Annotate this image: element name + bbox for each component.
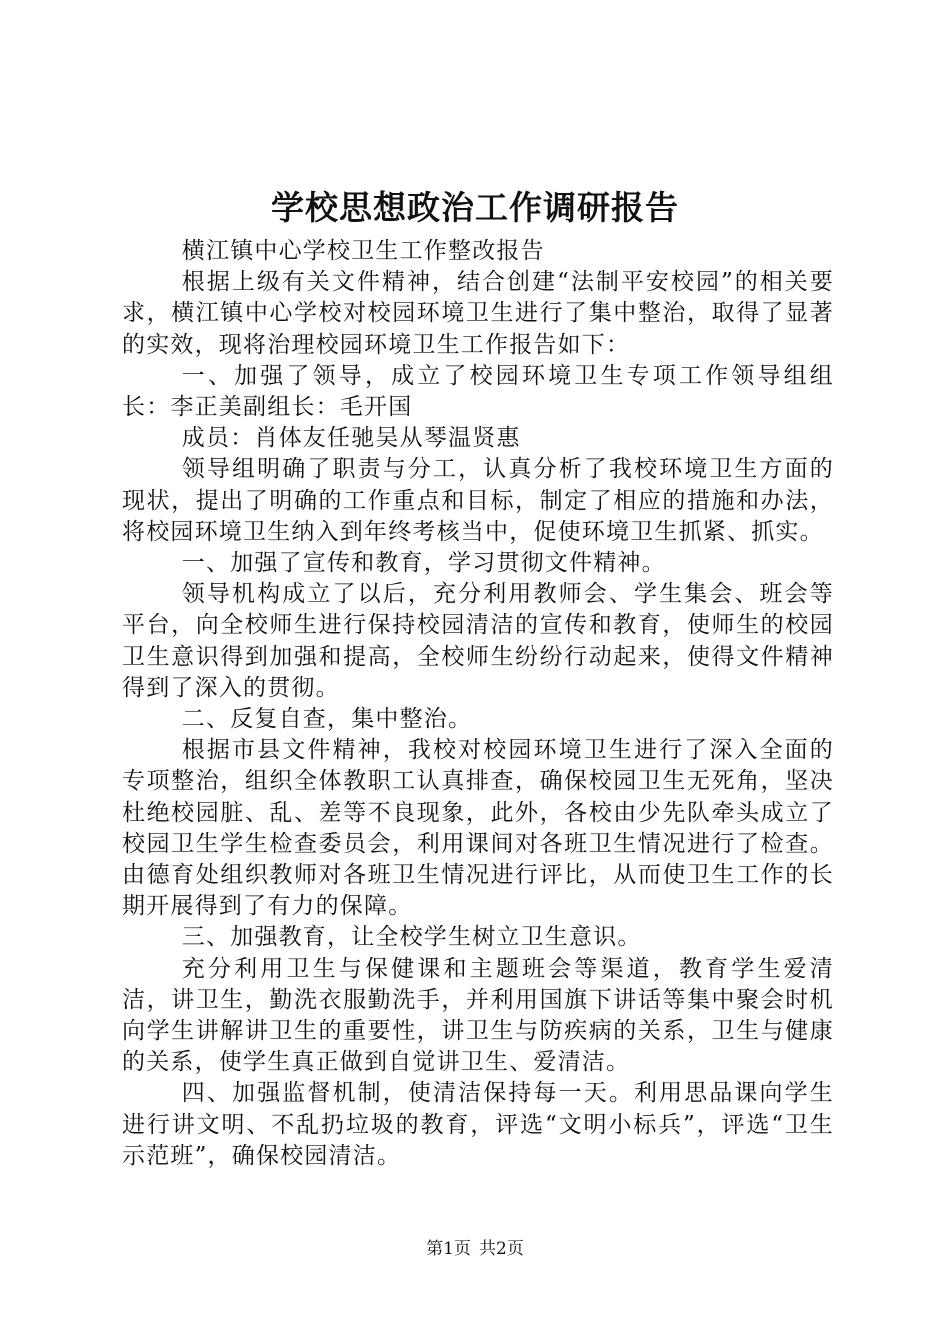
page-footer xyxy=(0,1238,950,1260)
paragraph-leadership-group: 一、加强了领导，成立了校园环境卫生专项工作领导组组长：李正美副组长：毛开国 xyxy=(122,362,834,421)
paragraph-subtitle: 横江镇中心学校卫生工作整改报告 xyxy=(181,238,545,264)
paragraph-section-supervision: 四、加强监督机制，使清洁保持每一天。利用思品课向学生进行讲文明、不乱扔垃圾的教育，评选“文明小标兵”，评选“卫生示范班”，确保校园清洁。 xyxy=(122,1080,834,1169)
paragraph-section-inspection: 二、反复自查，集中整治。 xyxy=(181,706,473,733)
document-title: 学校思想政治工作调研报告 xyxy=(271,188,679,227)
page-number: 第1页 xyxy=(426,1239,471,1259)
paragraph-section-publicity: 一、加强了宣传和教育，学习贯彻文件精神。 xyxy=(181,550,666,577)
paragraph-education-detail: 充分利用卫生与保健课和主题班会等渠道，教育学生爱清洁，讲卫生，勤洗衣服勤洗手，并利用国旗下讲话等集中聚会时机向学生讲解讲卫生的重要性，讲卫生与防疾病的关系，卫生与健康的关系，使学生真正做到自觉讲卫生、爱清洁。 xyxy=(122,955,834,1076)
paragraph-responsibilities: 领导组明确了职责与分工，认真分析了我校环境卫生方面的现状，提出了明确的工作重点和目标，制定了相应的措施和办法，将校园环境卫生纳入到年终考核当中，促使环境卫生抓紧、抓实。 xyxy=(122,456,834,545)
page-total: 共2页 xyxy=(479,1239,524,1259)
paragraph-intro: 根据上级有关文件精神，结合创建“法制平安校园”的相关要求，横江镇中心学校对校园环境卫生进行了集中整治，取得了显著的实效，现将治理校园环境卫生工作报告如下： xyxy=(122,269,834,358)
paragraph-section-education: 三、加强教育，让全校学生树立卫生意识。 xyxy=(181,924,642,951)
paragraph-inspection-detail: 根据市县文件精神，我校对校园环境卫生进行了深入全面的专项整治，组织全体教职工认真排查，确保校园卫生无死角，坚决杜绝校园脏、乱、差等不良现象，此外，各校由少先队牵头成立了校园卫生学生检查委员会，利用课间对各班卫生情况进行了检查。由德育处组织教师对各班卫生情况进行评比，从而使卫生工作的长期开展得到了有力的保障。 xyxy=(122,737,834,920)
paragraph-publicity-detail: 领导机构成立了以后，充分利用教师会、学生集会、班会等平台，向全校师生进行保持校园清洁的宣传和教育，使师生的校园卫生意识得到加强和提高，全校师生纷纷行动起来，使得文件精神得到了深入的贯彻。 xyxy=(122,581,834,701)
document-body xyxy=(122,236,834,1172)
paragraph-members: 成员：肖体友任驰吴从琴温贤惠 xyxy=(181,425,521,452)
